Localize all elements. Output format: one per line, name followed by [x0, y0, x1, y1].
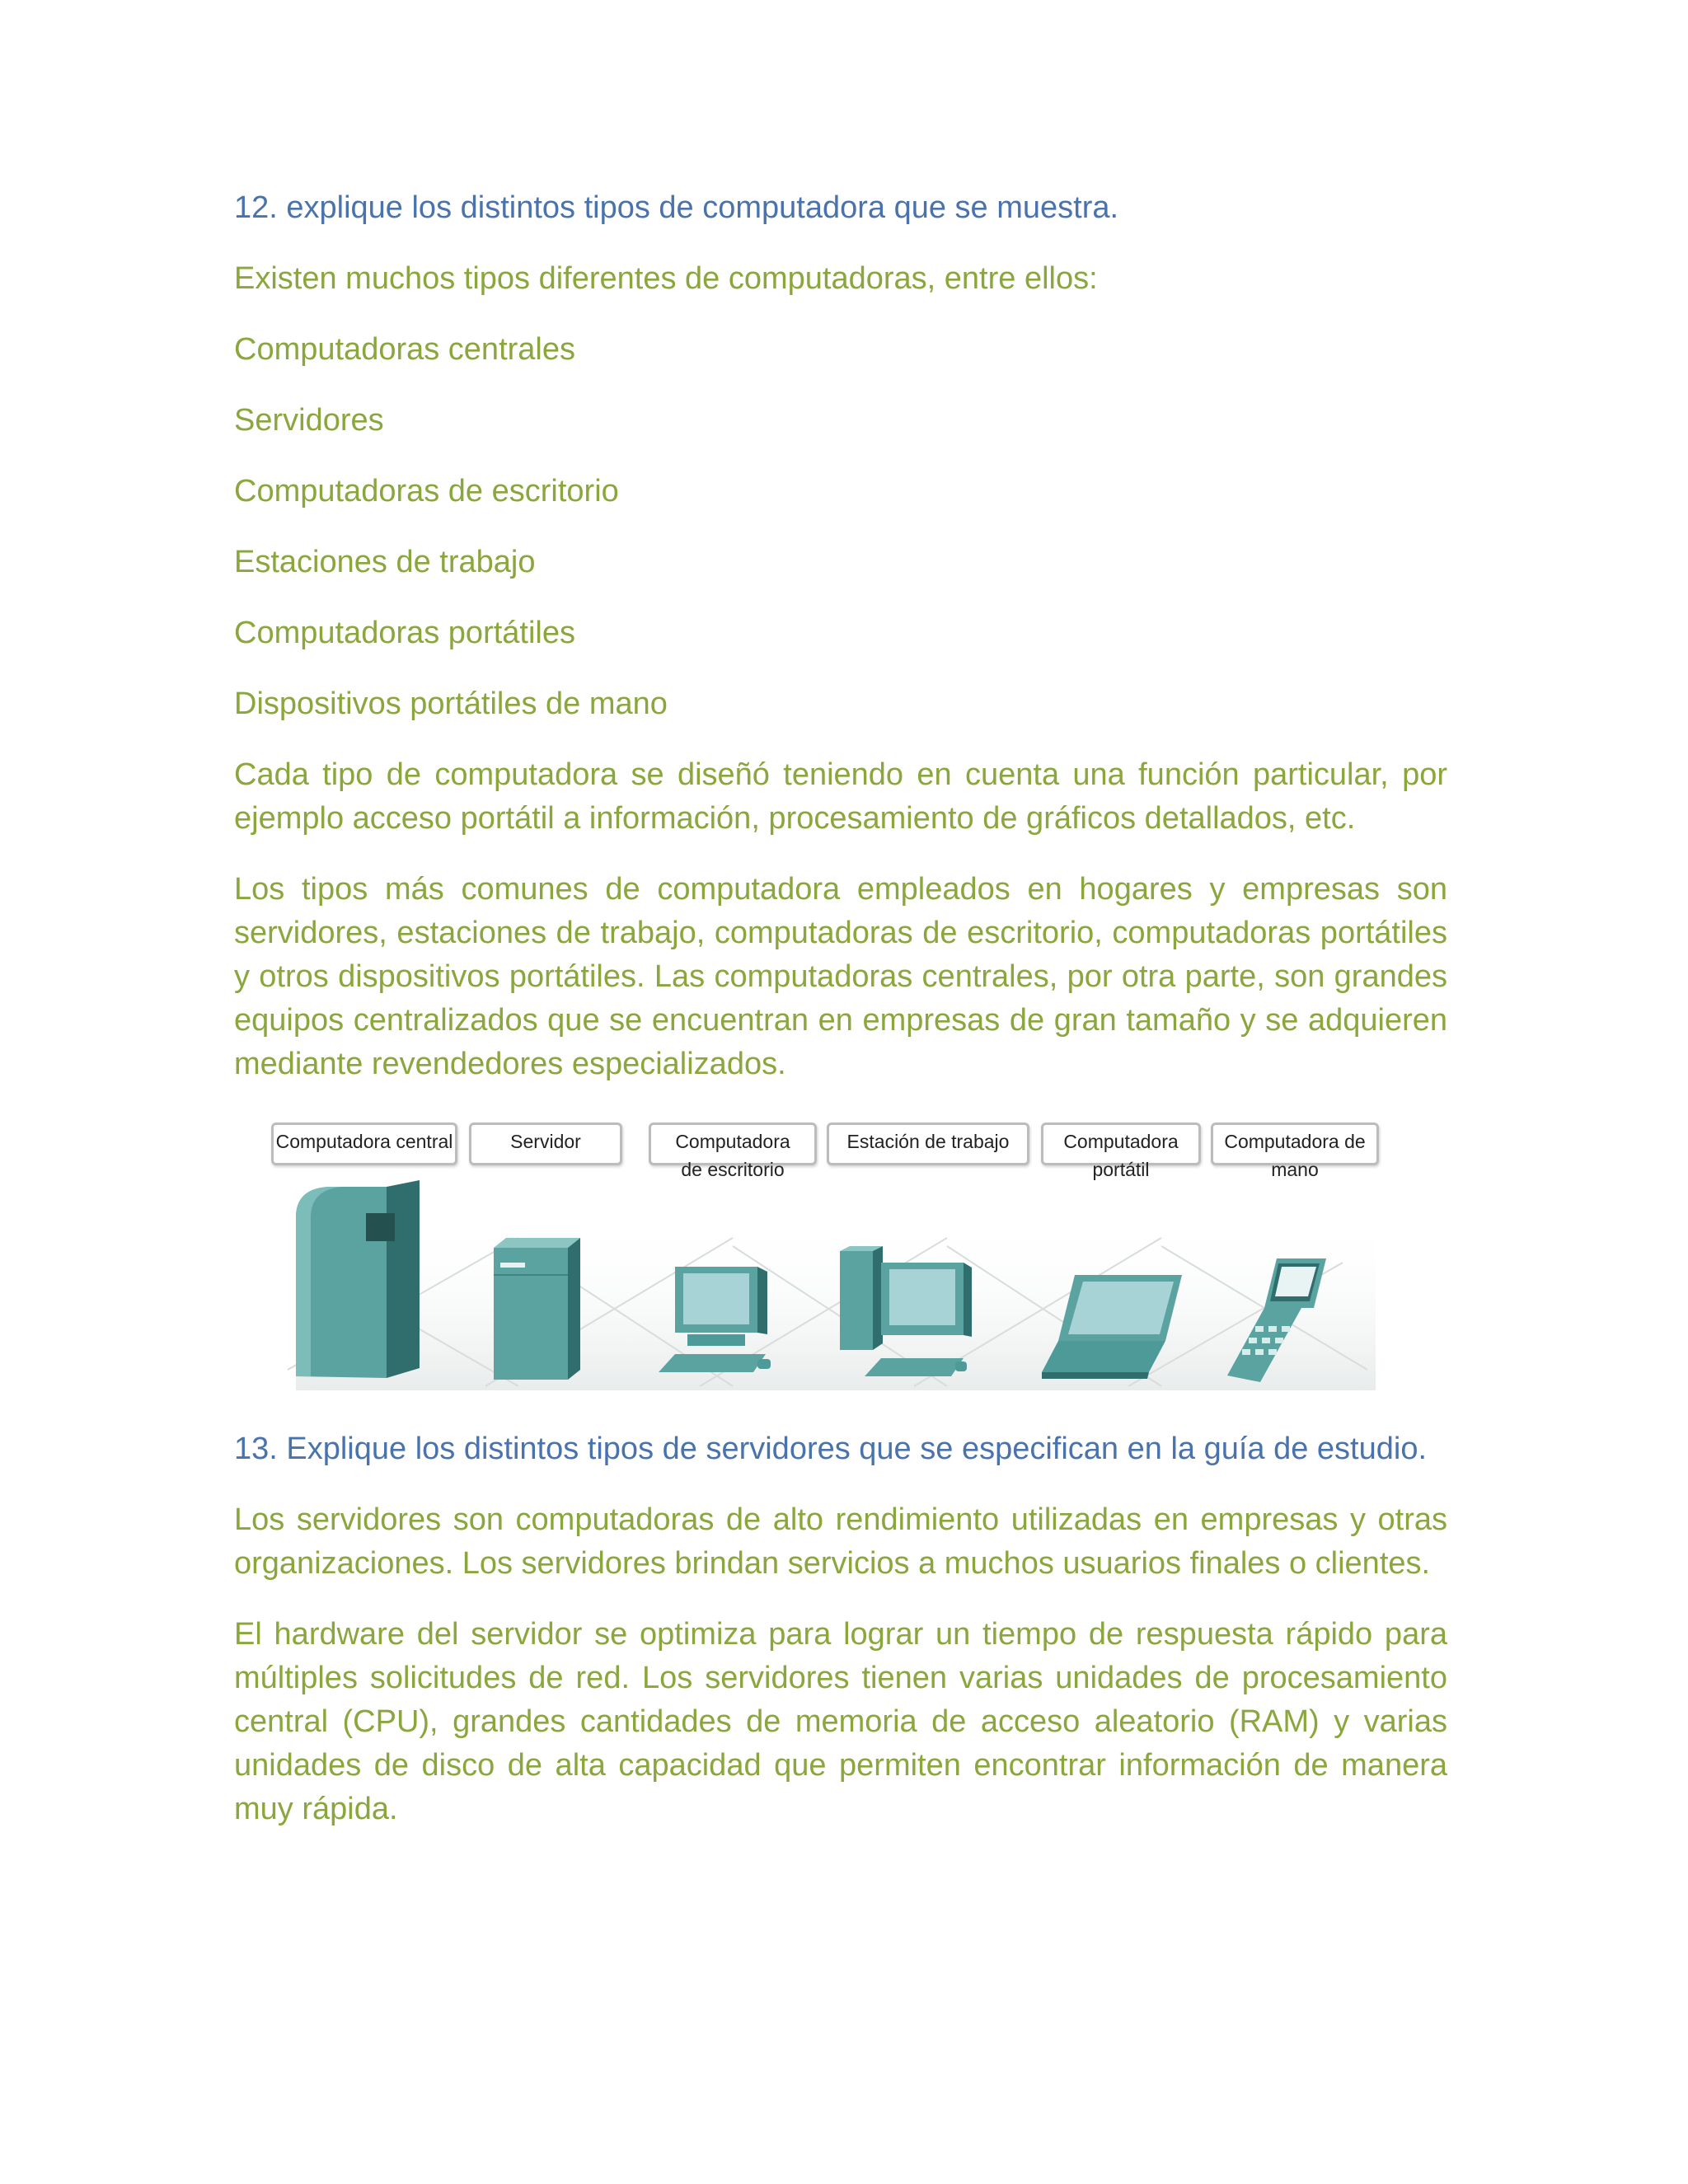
server-hardware-paragraph: El hardware del servidor se optimiza para lograr un tiempo de respuesta rápido para múltiples solicitudes de red. Los servidores tienen varias unidades de procesamiento central (CPU), grandes cantidades de memoria de acceso aleatorio (RAM) y varias unidades de disco de alta capacidad que permiten encontrar información de manera muy rápida.	[234, 1617, 1447, 1826]
label-mainframe-text: Computadora central	[275, 1131, 453, 1152]
type-item: Estaciones de trabajo	[234, 545, 536, 579]
label-workstation-text: Estación de trabajo	[846, 1131, 1010, 1152]
common-types-paragraph: Los tipos más comunes de computadora empleados en hogares y empresas son servidores, estaciones de trabajo, computadoras de escritorio, computadoras portátiles y otros dispositivos portátiles. Las computadoras centrales, por otra parte, son grandes equipos centralizados que se encuentran en empresas de gran tamaño y se adquieren mediante revendedores especializados.	[234, 872, 1447, 1081]
question-12: 12. explique los distintos tipos de computadora que se muestra.	[234, 190, 1119, 225]
mainframe-icon	[296, 1180, 444, 1386]
label-desktop-text-line2: de escritorio	[681, 1159, 785, 1180]
workstation-icon	[840, 1246, 980, 1386]
type-item: Computadoras de escritorio	[234, 474, 619, 509]
type-item: Computadoras portátiles	[234, 616, 575, 650]
laptop-icon	[1042, 1275, 1190, 1382]
handheld-icon	[1227, 1258, 1343, 1382]
label-handheld-text-line2: mano	[1271, 1159, 1319, 1180]
label-laptop-text: Computadora	[1063, 1131, 1179, 1152]
type-item: Dispositivos portátiles de mano	[234, 687, 668, 721]
type-item: Computadoras centrales	[234, 332, 575, 367]
function-paragraph: Cada tipo de computadora se diseñó teniendo en cuenta una función particular, por ejemplo acceso portátil a información, procesamiento de gráficos detallados, etc.	[234, 757, 1447, 836]
label-desktop-text: Computadora	[675, 1131, 790, 1152]
servers-definition-paragraph: Los servidores son computadoras de alto rendimiento utilizadas en empresas y otras organizaciones. Los servidores brindan servicios a muchos usuarios finales o clientes.	[234, 1502, 1447, 1581]
type-item: Servidores	[234, 403, 384, 438]
intro-paragraph: Existen muchos tipos diferentes de computadoras, entre ellos:	[234, 261, 1098, 296]
computer-types-figure	[271, 1122, 1400, 1394]
document-body	[234, 186, 1447, 1858]
label-server-text: Servidor	[510, 1131, 581, 1152]
desktop-icon	[659, 1267, 782, 1382]
question-13: 13. Explique los distintos tipos de servidores que se especifican en la guía de estudio.	[234, 1432, 1428, 1466]
label-laptop-text-line2: portátil	[1092, 1159, 1150, 1180]
label-handheld-text: Computadora de	[1224, 1131, 1366, 1152]
server-icon	[494, 1238, 593, 1386]
